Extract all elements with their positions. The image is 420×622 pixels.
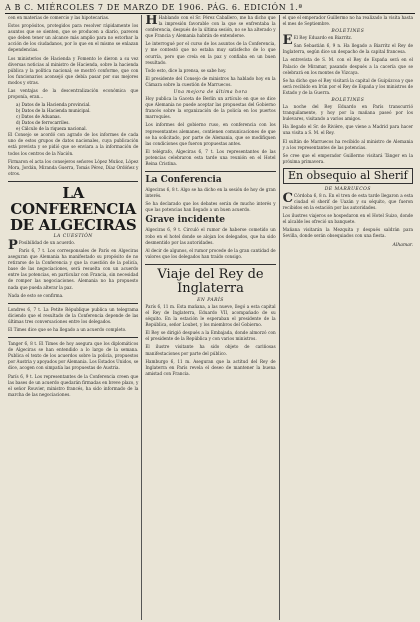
col1-p5: El Consejo se acordó con agrado de los informes de cada uno de estos grupos de datos nacionales, cuya publicación está prevista y se pidió que se enviara a la información de todos los centros de la Nación. xyxy=(8,132,139,156)
col2-subhead-2: Grave incidente xyxy=(145,215,225,226)
column-1 xyxy=(5,15,141,620)
col2-p3: Todo esto, dice la prensa, se sabe hoy. xyxy=(145,67,227,73)
col1-list-item-3: c) Datos de Aduanas. xyxy=(16,114,61,120)
divider xyxy=(8,181,138,182)
col3-subhead-2: BOLETINES xyxy=(331,98,365,104)
col2-p10: Algeciras 6, 9 t. Circuló el rumor de haberse cometido un robo en el hotel donde se alojan los delegados, que ha sido desmentido por las autoridades. xyxy=(145,227,276,245)
col1-list-item-4: d) Datos de ferrocarriles. xyxy=(16,120,70,126)
col1-p4: Las ventajas de la descentralización económica que proponía, eran... xyxy=(8,88,139,100)
col1-p3: Los ministerios de Hacienda y Fomento le dieron a su vez diversas noticias al ministro de Hacienda, sobre la hacienda pública y la política nacional; se mostró conforme, que con los funcionarios aconsejó que debía pasar por sus mejores modos y otras. xyxy=(8,55,139,85)
col3-p10: C Córdoba 6, 8 n. En el tren de esta tarde llegaron a esta ciudad el sherif de Uazán y su séquito, que fueron recibidos en la estación por las autoridades. xyxy=(282,190,413,211)
divider xyxy=(145,264,275,265)
article-subtitle-sherif: DE MARRUECOS xyxy=(324,186,371,192)
col3-p12: Mañana visitarán la Mezquita y después saldrán para Sevilla, donde serán obsequiados con una fiesta. xyxy=(282,227,413,239)
col3-p2: E El Rey Eduardo en Biarritz. xyxy=(282,33,353,49)
divider xyxy=(8,303,138,304)
col3-p6: La noche del Rey Eduardo en París transcurrió tranquilamente, y hoy por la mañana paseó por los bulevares, visitando a varios amigos. xyxy=(282,104,413,122)
col3-p4: La entrevista de S. M. con el Rey de España será en el Palacio de Miramar, pasando después a la cacería que se celebrará en los montes de Vizcaya. xyxy=(282,57,413,75)
col3-p3: San Sebastián 6, 9 n. Ha llegado a Biarritz el Rey de Inglaterra, según dice un despacho de la capital francesa. xyxy=(282,43,413,55)
col2-p7: El telégrafo, Algeciras 6, 7 t. Los representantes de las potencias celebraron esta tarde una reunión en el Hotel Reina Cristina. xyxy=(145,148,276,166)
col2-p15: Hamburgo 6, 11 m. Aseguran que la actitud del Rey de Inglaterra en París revela el deseo de mantener la buena amistad con Francia. xyxy=(145,358,276,376)
columns xyxy=(5,15,416,620)
col3-p7: Ha llegado el Sr. de Rivière, que viene a Madrid para hacer una visita a S. M. el Rey. xyxy=(282,124,413,136)
article-subtitle: LA CUESTIÓN xyxy=(53,233,93,239)
col1-p8: París 6, 7 t. Los corresponsales de París en Algeciras aseguran que Alemania ha manifestado su propósito de no retirarse de la Conferencia y que la cuestión de la policía, base de las negociaciones, será resuelta con un acuerdo entre las potencias, en particular con Francia, sin necesidad de romper las negociaciones. Alemania no ha propuesto nada que pueda alterar la paz. xyxy=(8,247,139,290)
col1-p2: Estos propósitos, protegidos para resolver rápidamente los asuntos que se sienten, que se producen a diario, parecen que deben tener un alcance más amplio para no estorbar la acción de los ciudadanos, por lo que en el mismo se enlazan dependencias. xyxy=(8,23,139,53)
col1-p7: P Posibilidad de un acuerdo. xyxy=(8,237,76,253)
divider xyxy=(145,171,275,172)
col3-p5: Se ha dicho que el Rey visitará la capital de Guipúzcoa y que será recibido en Irún por el Rey de España y los ministros de Estado y de la Guerra. xyxy=(282,77,413,95)
col2-p9: Se ha declarado que los debates serán de mucho interés y que las potencias han llegado a un buen acuerdo. xyxy=(145,201,276,213)
col2-p8: Algeciras 6, 8 t. Algo se ha dicho en la sesión de hoy de gran interés. xyxy=(145,187,276,199)
header-text: A B C. MIÉRCOLES 7 DE MARZO DE 1906. PÁG. 6. EDICIÓN 1.ª xyxy=(5,3,303,12)
col1-p9: Nada de esto se confirma. xyxy=(8,292,64,298)
col3-p8: El sultán de Marruecos ha recibido al ministro de Alemania y a los representantes de las potencias. xyxy=(282,138,413,150)
page-header xyxy=(5,2,415,14)
col2-subhead-1: Una mejora de última hora xyxy=(173,90,248,96)
col2-p12: París 6, 11 m. Esta mañana, a las nueve, llegó a esta capital el Rey de Inglaterra, Eduardo VII, acompañado de su séquito. En la estación le esperaban el presidente de la República, señor Loubet, y los miembros del Gobierno. xyxy=(145,303,276,328)
column-3 xyxy=(279,15,416,620)
col1-list-item-2: b) Datos de la Hacienda municipal. xyxy=(16,108,91,114)
col1-p6: Firmaron el acta los consejeros señores López Muñoz, López Mora, Jordán, Miranda Guerra, Tomás Pérez, Díaz Ordóñez y otros. xyxy=(8,158,139,176)
article-title-conferencia: LA CONFERENCIA DE ALGECIRAS xyxy=(9,183,137,234)
col1-p1: cen en materias de comercio y las hipotecarias. xyxy=(8,15,110,20)
col1-p11: El Times dice que se ha llegado a un acuerdo completo. xyxy=(8,327,127,332)
divider xyxy=(8,337,138,338)
col2-p5: Hoy publica la Gaceta de Berlín un artículo en que se dice que Alemania no puede aceptar las propuestas del Gobierno francés sobre la organización de la policía en los puertos marroquíes. xyxy=(145,96,276,120)
article-subtitle-viaje: EN PARÍS xyxy=(197,297,224,303)
col2-box-1: La Conferencia xyxy=(145,175,222,186)
col2-p4: El presidente del Consejo de ministros ha hablado hoy en la Cámara sobre la cuestión de Marruecos. xyxy=(145,75,276,87)
article-title-sherif: En obsequio al Sherif xyxy=(283,168,413,184)
col2-p11: Al decir de algunos, el rumor procede de la gran cantidad de valores que los delegados han traído consigo. xyxy=(145,247,276,259)
signature: Alhamar. xyxy=(392,242,413,248)
col1-list-item-5: e) Cálculo de la riqueza nacional. xyxy=(16,126,87,132)
col1-p10: Londres 6, 7 t. La Petite République publica un telegrama diciendo que el resultado de la Conferencia depende de las últimas tres conversaciones entre los delegados. xyxy=(8,306,139,324)
col3-p11: Los ilustres viajeros se hospedaron en el Hotel Suizo, donde el alcalde les ofreció un banquete. xyxy=(282,213,413,225)
col3-p1: el que el emperador Guillermo no ha realizado la visita hasta el mes de Septiembre. xyxy=(282,15,413,27)
col3-p9: Se cree que el emperador Guillermo visitará Tánger en la próxima primavera. xyxy=(282,152,413,164)
col2-p1: H Hablando con el Sr. Pérez Caballero, me ha dicho que la impresión favorable con la que se enfrentaba la conferencia, después de la última sesión, no se ha alterado y que Francia y Alemania habrán de entenderse. xyxy=(145,15,276,39)
col3-subhead-1: BOLETINES xyxy=(331,29,365,35)
col2-p13: El Rey se dirigió después a la Embajada, donde almorzó con el presidente de la República y con varios ministros. xyxy=(145,330,276,342)
article-title-viaje: Viaje del Rey de Inglaterra xyxy=(157,266,264,296)
col2-p14: El ilustre visitante ha sido objeto de cariñosas manifestaciones por parte del público. xyxy=(145,344,276,356)
col2-p2: Le interrogué por el curso de los asuntos de la Conferencia, y me contestó que no estaba muy satisfecho de lo que ocurría, pero que creía en la paz y confiaba en un buen resultado. xyxy=(145,41,276,65)
column-2 xyxy=(141,15,278,620)
col1-list-item-1: a) Datos de la Hacienda provincial. xyxy=(16,102,91,108)
col1-p12: Tanger 6, 8 t. El Times de hoy asegura que los diplomáticos de Algeciras se han entendido a lo largo de la semana. Publica el texto de los acuerdos sobre la policía, propuestos por Austria y apoyados por Alemania. Los Estados Unidos, se dice, acogen con simpatía las propuestas de Austria. xyxy=(8,341,139,371)
col2-p6: Los informes del gobierno ruso, en conferencia con los representantes alemanes, contienen comunicaciones de que se ha solicitado, por parte de Alemania, que se modifiquen las condiciones que fueron propuestas antes. xyxy=(145,122,276,146)
col1-p13: París 6, 9 t. Los representantes de la Conferencia creen que las bases de un acuerdo quedarán firmadas en breve plazo, y el señor Rouvier, ministro francés, ha sido informado de la marcha de las negociaciones. xyxy=(8,373,139,397)
